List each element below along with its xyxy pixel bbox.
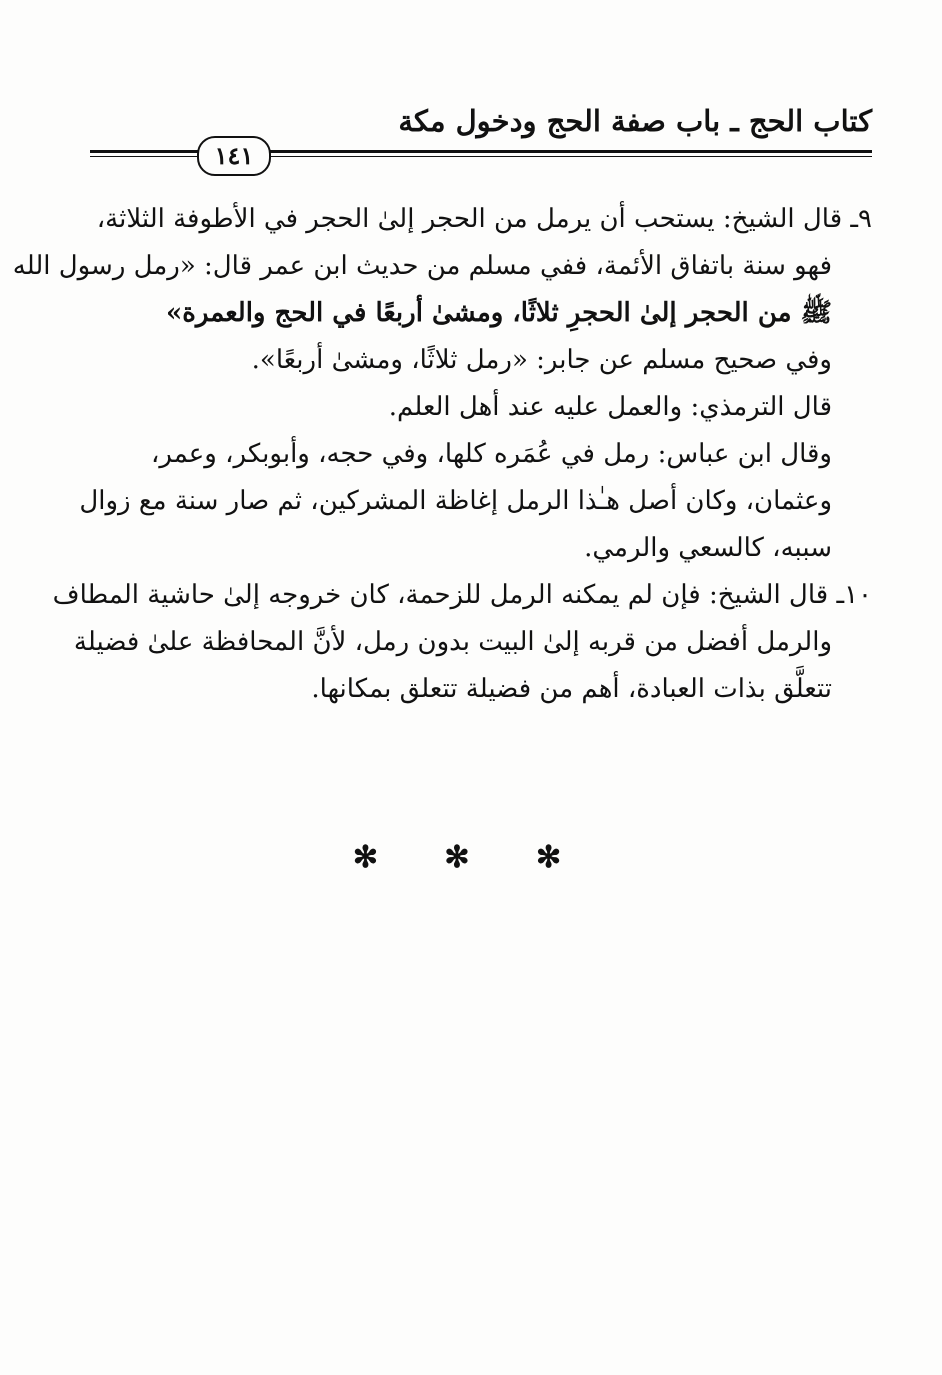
main-text [12, 196, 872, 713]
text-line: وقال ابن عباس: رمل في عُمَره كلها، وفي حجه، وأبوبكر، وعمر، [150, 439, 832, 469]
text-line: تتعلَّق بذات العبادة، أهم من فضيلة تتعلق بمكانها. [311, 674, 832, 704]
text-line: وفي صحيح مسلم عن جابر: «رمل ثلاثًا، ومشىٰ أربعًا». [251, 345, 832, 375]
text-line: ١٠ـ قال الشيخ: فإن لم يمكنه الرمل للزحمة، كان خروجه إلىٰ حاشية المطاف [52, 580, 872, 610]
text-line: ٩ـ قال الشيخ: يستحب أن يرمل من الحجر إلىٰ الحجر في الأطوفة الثلاثة، [96, 204, 872, 234]
text-line: سببه، كالسعي والرمي. [584, 533, 832, 563]
text-line: قال الترمذي: والعمل عليه عند أهل العلم. [388, 392, 832, 422]
page-number-badge: ١٤١ [197, 136, 271, 176]
text-line: والرمل أفضل من قربه إلىٰ البيت بدون رمل، لأنَّ المحافظة علىٰ فضيلة [73, 627, 832, 657]
section-separator-stars: ✻ ✻ ✻ [352, 840, 590, 875]
text-line: فهو سنة باتفاق الأئمة، ففي مسلم من حديث ابن عمر قال: «رمل رسول الله [12, 251, 832, 281]
hadith-quote-line: ﷺ من الحجر إلىٰ الحجرِ ثلاثًا، ومشىٰ أربعًا في الحج والعمرة» [165, 298, 832, 328]
running-header-title: كتاب الحج ـ باب صفة الحج ودخول مكة [398, 104, 872, 138]
text-line: وعثمان، وكان أصل هـٰذا الرمل إغاظة المشركين، ثم صار سنة مع زوال [79, 486, 832, 516]
